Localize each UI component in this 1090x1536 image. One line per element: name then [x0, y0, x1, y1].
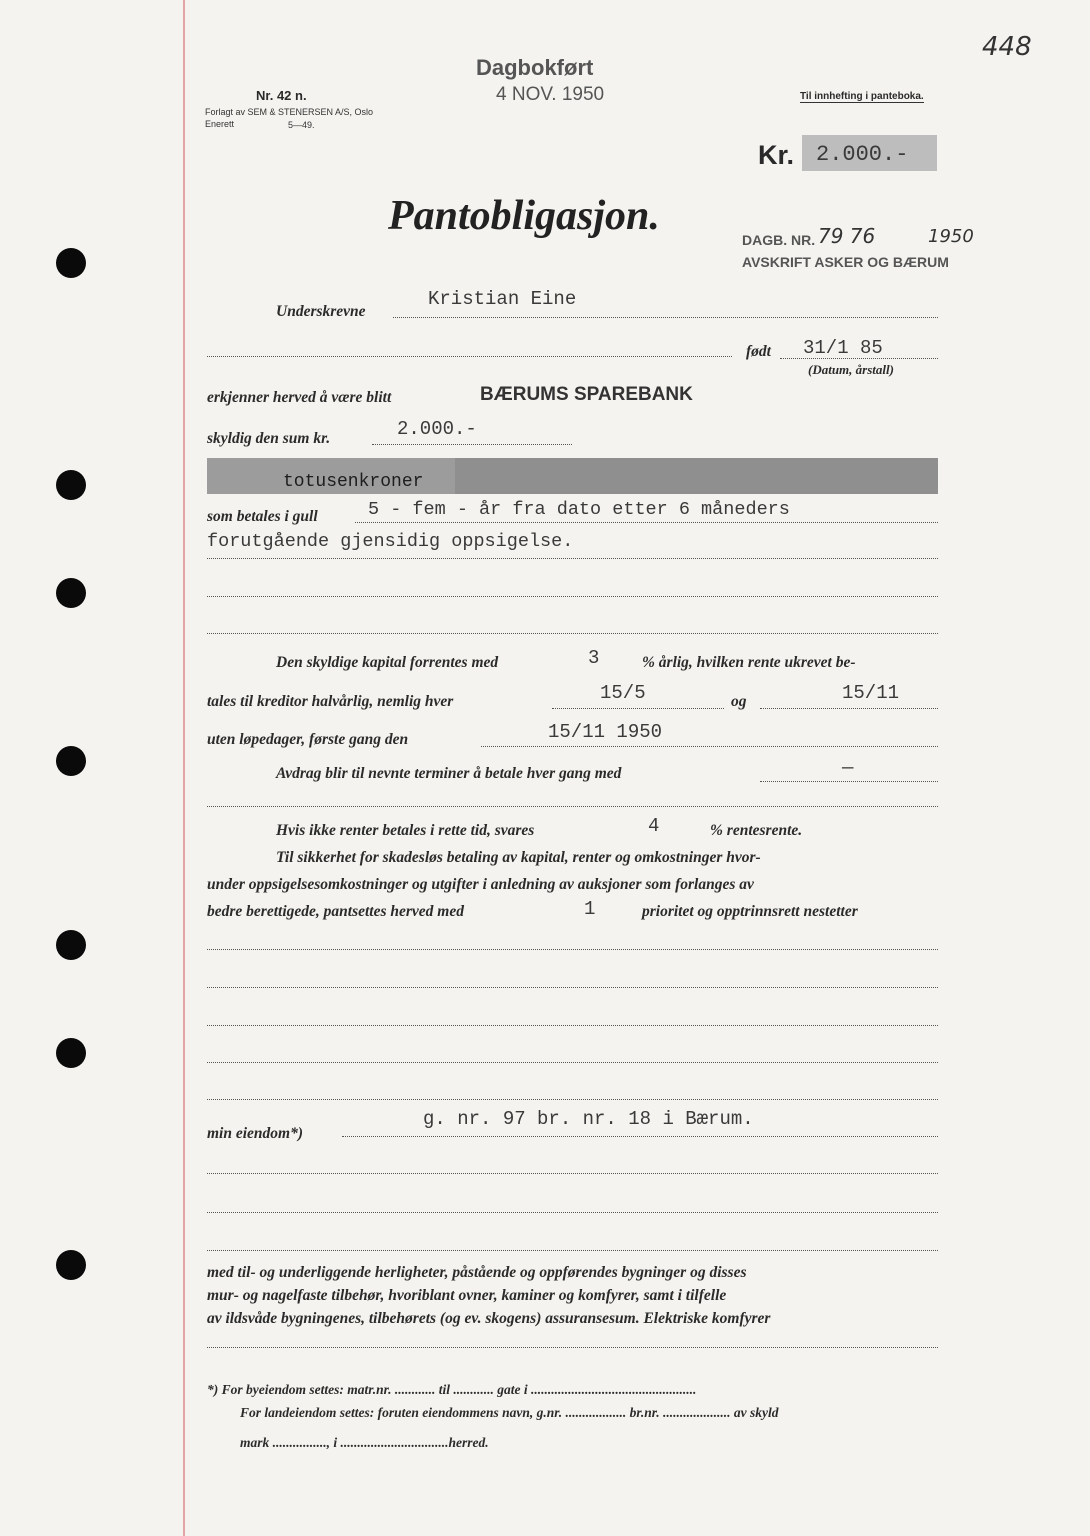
dotted-line: [393, 317, 938, 318]
owing-label: skyldig den sum kr.: [207, 430, 331, 447]
footnote-line2: For landeiendom settes: foruten eiendommens navn, g.nr. .................. br.nr. .................... av skyld: [240, 1405, 779, 1420]
dagb-year: 1950: [928, 226, 974, 247]
born-label: født: [746, 343, 771, 360]
acknowledge-label: erkjenner herved å være blitt: [207, 389, 392, 406]
owing-value: 2.000.-: [397, 418, 477, 440]
punch-hole: [56, 470, 86, 500]
exclusive-right: Enerett: [205, 119, 235, 129]
page-title: Pantobligasjon.: [388, 193, 660, 239]
interest-date2: 15/11: [842, 682, 900, 704]
first-payment-date: 15/11 1950: [548, 721, 663, 743]
dotted-line: [207, 1062, 938, 1063]
footnote-line3: mark ................, i ................................herred.: [240, 1435, 489, 1450]
dagb-office: AVSKRIFT ASKER OG BÆRUM: [742, 254, 949, 270]
amount-words: totusenkroner: [283, 472, 424, 492]
interest-line1b: % årlig, hvilken rente ukrevet be-: [642, 654, 856, 671]
security-line2: under oppsigelsesomkostninger og utgifter i anledning av auksjoner som forlanges av: [207, 876, 754, 893]
dotted-line: [481, 746, 938, 747]
amount-label: Kr.: [758, 140, 795, 170]
interest-rate: 3: [588, 647, 600, 669]
dotted-line: [207, 987, 938, 988]
amount-value: 2.000.-: [802, 135, 937, 171]
dotted-line: [207, 1173, 938, 1174]
form-number: Nr. 42 n.: [256, 88, 307, 103]
interest-line5a: Hvis ikke renter betales i rette tid, svares: [276, 822, 535, 839]
undersigned-label: Underskrevne: [276, 303, 366, 320]
security-line3a: bedre berettigede, pantsettes herved med: [207, 903, 464, 920]
dotted-line: [207, 1347, 938, 1348]
paid-terms-1: 5 - fem - år fra dato etter 6 måneders: [368, 499, 790, 520]
property-label: min eiendom*): [207, 1125, 304, 1142]
footnote-line1: *) For byeiendom settes: matr.nr. ............ til ............ gate i .................................................: [207, 1382, 697, 1397]
paid-label: som betales i gull: [207, 508, 318, 525]
page-number: 448: [982, 32, 1032, 62]
form-date: 5—49.: [288, 120, 315, 130]
interest-and: og: [731, 693, 747, 710]
dotted-line: [342, 1136, 938, 1137]
dotted-line: [207, 1099, 938, 1100]
interest-line1a: Den skyldige kapital forrentes med: [276, 654, 499, 671]
interest-line5b: % rentesrente.: [710, 822, 803, 839]
born-hint: (Datum, årstall): [808, 362, 894, 377]
security-line1: Til sikkerhet for skadesløs betaling av kapital, renter og omkostninger hvor-: [276, 849, 761, 866]
dotted-line: [207, 633, 938, 634]
installment-value: —: [842, 757, 854, 779]
punch-hole: [56, 248, 86, 278]
dotted-line: [207, 596, 938, 597]
binding-note: Til innhefting i panteboka.: [800, 91, 924, 102]
late-rate: 4: [648, 815, 660, 837]
amount-words-band-dark: [455, 458, 938, 494]
interest-line3a: uten løpedager, første gang den: [207, 731, 409, 748]
dotted-line: [207, 1212, 938, 1213]
interest-line2a: tales til kreditor halvårlig, nemlig hver: [207, 693, 454, 710]
dotted-line: [760, 781, 938, 782]
received-stamp: Dagbokført: [476, 55, 594, 80]
dotted-line: [760, 708, 938, 709]
appurtenance-line1: med til- og underliggende herligheter, påstående og oppførendes bygninger og disses: [207, 1264, 747, 1281]
received-stamp-date: 4 NOV. 1950: [496, 84, 605, 105]
dagb-number: 79 76: [818, 224, 876, 248]
publisher: Forlagt av SEM & STENERSEN A/S, Oslo: [205, 107, 374, 117]
punch-hole: [56, 1250, 86, 1280]
security-line3b: prioritet og opptrinnsrett nestetter: [642, 903, 858, 920]
dotted-line: [780, 358, 938, 359]
dotted-line: [552, 708, 724, 709]
punch-hole: [56, 578, 86, 608]
dotted-line: [207, 356, 732, 357]
born-value: 31/1 85: [803, 337, 883, 359]
margin-rule: [183, 0, 185, 1536]
dotted-line: [207, 949, 938, 950]
dotted-line: [355, 522, 938, 523]
dotted-line: [207, 558, 938, 559]
dotted-line: [207, 806, 938, 807]
dotted-line: [207, 1250, 938, 1251]
priority-value: 1: [584, 898, 596, 920]
punch-hole: [56, 746, 86, 776]
paid-terms-2: forutgående gjensidig oppsigelse.: [207, 531, 574, 552]
appurtenance-line3: av ildsvåde bygningenes, tilbehørets (og ev. skogens) assuransesum. Elektriske komfyrer: [207, 1310, 771, 1327]
dagb-label: DAGB. NR.: [742, 232, 816, 248]
interest-line4a: Avdrag blir til nevnte terminer å betale hver gang med: [276, 765, 622, 782]
interest-date1: 15/5: [600, 682, 646, 704]
appurtenance-line2: mur- og nagelfaste tilbehør, hvoriblant ovner, kaminer og komfyrer, samt i tilfelle: [207, 1287, 727, 1304]
undersigned-value: Kristian Eine: [428, 288, 577, 310]
dotted-line: [207, 1025, 938, 1026]
punch-hole: [56, 1038, 86, 1068]
creditor-name: BÆRUMS SPAREBANK: [480, 384, 693, 405]
dotted-line: [372, 444, 572, 445]
punch-hole: [56, 930, 86, 960]
property-value: g. nr. 97 br. nr. 18 i Bærum.: [423, 1108, 754, 1130]
